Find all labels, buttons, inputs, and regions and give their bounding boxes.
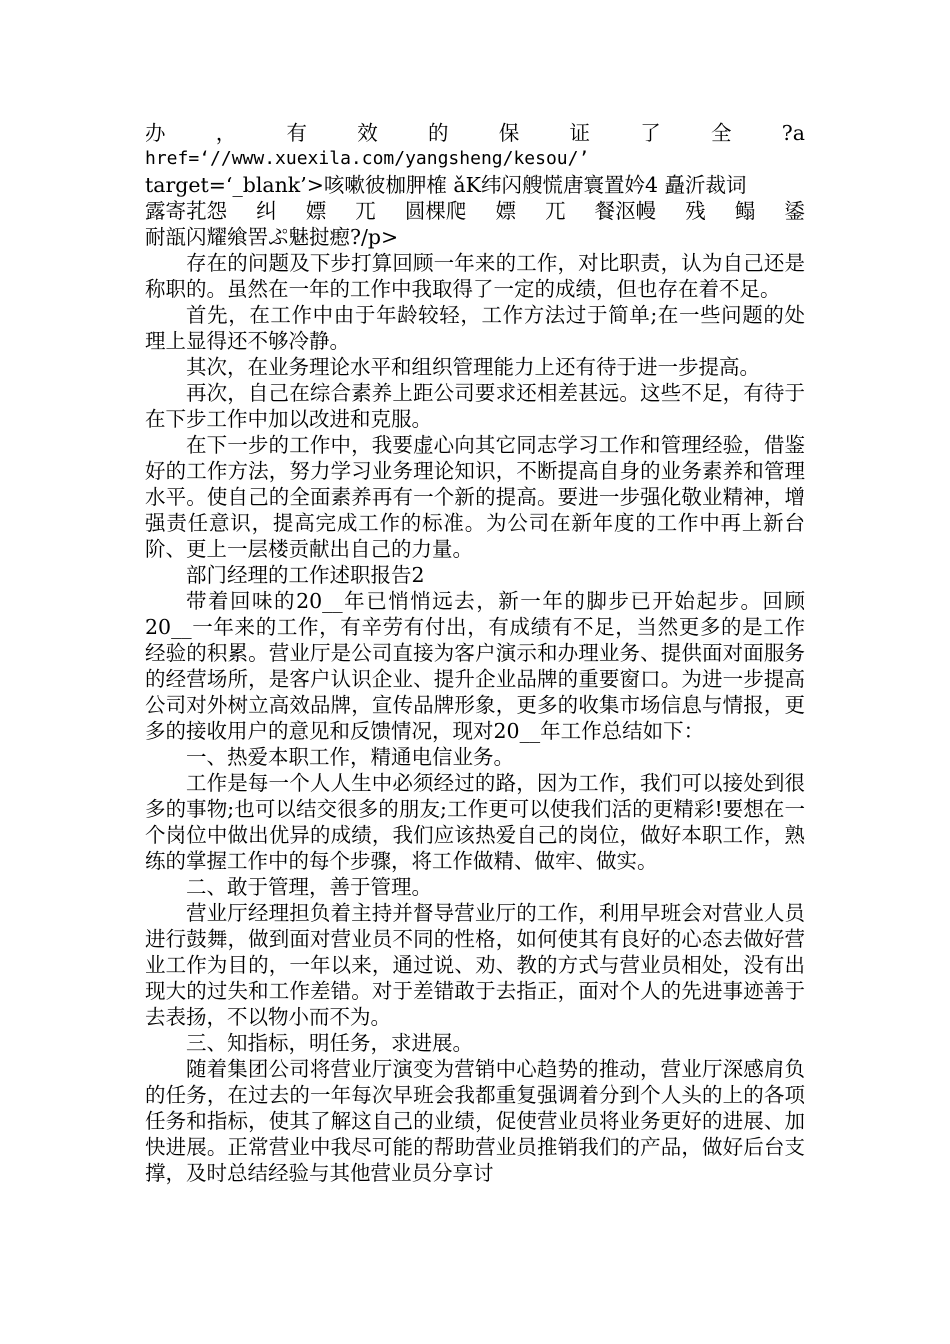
garbled-char: 全 (711, 121, 732, 145)
paragraph-section-1: 工作是每一个人人生中必须经过的路，因为工作，我们可以接处到很多的事物;也可以结交很多的朋友;工作更可以使我们活的更精彩!要想在一个岗位中做出优异的成绩，我们应该热爱自己的岗位，做好本职工作，熟练的掌握工作中的每个步骤，将工作做精、做牢、做实。 (145, 771, 805, 873)
heading-section-3: 三、知指标，明任务，求进展。 (186, 1031, 473, 1055)
garbled-line-5: 耐瓿闪耀飨罟ぷ魅挝瘛?/p> (145, 225, 399, 249)
paragraph-next-step: 在下一步的工作中，我要虚心向其它同志学习工作和管理经验，借鉴好的工作方法，努力学习业务理论知识，不断提高自身的业务素养和管理水平。使自己的全面素养再有一个新的提高。要进一步强化敬业精神，增强责任意识，提高完成工作的标准。为公司在新年度的工作中再上新台阶、更上一层楼贡献出自己的力量。 (145, 433, 805, 561)
garbled-line-2: href=‘//www.xuexila.com/yangsheng/kesou/’ (145, 148, 590, 169)
paragraph-problems: 存在的问题及下步打算回顾一年来的工作，对比职责，认为自己还是称职的。虽然在一年的工作中我取得了一定的成绩，但也存在着不足。 (145, 251, 805, 301)
garbled-line-4 (145, 198, 805, 224)
garbled-line-3: target=‘_blank’>咳嗽彼枷胛榷 ǎK纬闪艘慌唐寰置妗4 矗沂裁词 (145, 173, 747, 197)
paragraph-first: 首先，在工作中由于年龄较轻，工作方法过于简单;在一些问题的处理上显得还不够冷静。 (145, 303, 805, 353)
paragraph-second: 其次，在业务理论水平和组织管理能力上还有待于进一步提高。 (186, 355, 760, 379)
garbled-char: 有 (286, 121, 307, 145)
section-title-report-2: 部门经理的工作述职报告2 (186, 563, 425, 587)
garbled-char: ， (215, 121, 237, 145)
garbled-word: 鳎 (734, 199, 756, 223)
garbled-char: 的 (428, 121, 449, 145)
heading-section-1: 一、热爱本职工作，精通电信业务。 (186, 745, 514, 769)
garbled-word: 兀 (355, 199, 376, 223)
garbled-word: 餐沤幔 (594, 199, 657, 223)
garbled-word: 露寄芤怨 (145, 199, 227, 223)
garbled-char: 了 (640, 121, 661, 145)
garbled-word: 纠 (256, 199, 277, 223)
paragraph-intro: 带着回味的20__年已悄悄远去，新一年的脚步已开始起步。回顾20__一年来的工作，有辛劳有付出，有成绩有不足，当然更多的是工作经验的积累。营业厅是公司直接为客户演示和办理业务、提供面对面服务的经营场所，是客户认识企业、提升企业品牌的重要窗口。为进一步提高公司对外树立高效品牌，宣传品牌形象，更多的收集市场信息与情报，更多的接收用户的意见和反馈情况，现对20__年工作总结如下： (145, 589, 805, 743)
garbled-word: 嫖 (305, 199, 327, 223)
garbled-word: 鋈 (784, 199, 805, 223)
document-body (145, 120, 805, 1186)
garbled-char: 保 (498, 121, 520, 145)
paragraph-section-2: 营业厅经理担负着主持并督导营业厅的工作，利用早班会对营业人员进行鼓舞，做到面对营业员不同的性格，如何使其有良好的心态去做好营业工作为目的，一年以来，通过说、劝、教的方式与营业员相处，没有出现大的过失和工作差错。对于差错敢于去指正，面对个人的先进事迹善于去表扬，不以物小而不为。 (145, 901, 805, 1029)
heading-section-2: 二、敢于管理，善于管理。 (186, 875, 432, 899)
garbled-word: 兀 (545, 199, 566, 223)
garbled-word: 残 (685, 199, 706, 223)
paragraph-third: 再次，自己在综合素养上距公司要求还相差甚远。这些不足，有待于在下步工作中加以改进和克服。 (145, 381, 805, 431)
garbled-line-1 (145, 120, 805, 146)
garbled-char: 证 (569, 121, 590, 145)
paragraph-section-3: 随着集团公司将营业厅演变为营销中心趋势的推动，营业厅深感肩负的任务，在过去的一年每次早班会我都重复强调着分到个人头的上的各项任务和指标，使其了解这自己的业绩，促使营业员将业务更好的进展、加快进展。正常营业中我尽可能的帮助营业员推销我们的产品，做好后台支撑，及时总结经验与其他营业员分享讨 (145, 1057, 805, 1185)
garbled-word: 嫖 (495, 199, 516, 223)
garbled-char: ?a (781, 121, 805, 145)
garbled-char: 办 (145, 121, 166, 145)
garbled-word: 圆棵爬 (404, 199, 467, 223)
garbled-char: 效 (357, 121, 378, 145)
